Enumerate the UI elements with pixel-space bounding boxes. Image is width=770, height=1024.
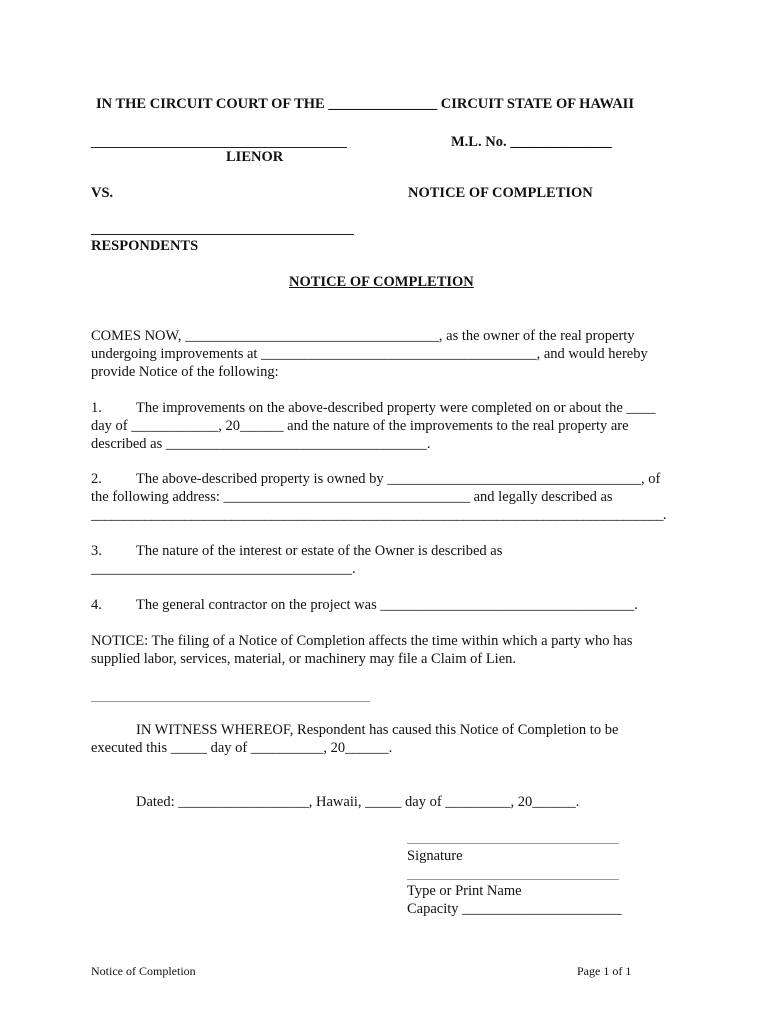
witness-paragraph bbox=[91, 721, 676, 757]
item-number: 3. bbox=[91, 543, 102, 559]
respondent-signature-line[interactable] bbox=[91, 701, 370, 702]
intro-paragraph bbox=[91, 327, 676, 381]
document-title: NOTICE OF COMPLETION bbox=[289, 274, 474, 290]
notice-caption: NOTICE OF COMPLETION bbox=[408, 185, 593, 201]
print-name-line[interactable] bbox=[407, 879, 619, 880]
notice-paragraph bbox=[91, 632, 676, 668]
court-heading: IN THE CIRCUIT COURT OF THE _______________ CIRCUIT STATE OF HAWAII bbox=[96, 96, 634, 112]
witness-line: executed this _____ day of __________, 20______. bbox=[91, 740, 393, 756]
item-3 bbox=[91, 542, 676, 578]
lienor-label: LIENOR bbox=[226, 149, 284, 165]
item-2 bbox=[91, 470, 676, 524]
item-number: 4. bbox=[91, 597, 102, 613]
print-name-label: Type or Print Name bbox=[407, 883, 522, 899]
respondents-label: RESPONDENTS bbox=[91, 238, 199, 254]
item-4 bbox=[91, 596, 676, 614]
signature-label: Signature bbox=[407, 848, 463, 864]
footer-title: Notice of Completion bbox=[91, 964, 196, 978]
item-number: 2. bbox=[91, 471, 102, 487]
notice-line: NOTICE: The filing of a Notice of Completion affects the time within which a party who has bbox=[91, 633, 633, 649]
intro-line: provide Notice of the following: bbox=[91, 364, 279, 380]
lienor-name-line[interactable] bbox=[91, 147, 347, 148]
witness-line: IN WITNESS WHEREOF, Respondent has caused this Notice of Completion to be bbox=[136, 722, 619, 738]
notice-line: supplied labor, services, material, or machinery may file a Claim of Lien. bbox=[91, 651, 517, 667]
item-2-line: 2. The above-described property is owned by ___________________________________, of bbox=[91, 471, 661, 487]
dated-line: Dated: __________________, Hawaii, _____ day of _________, 20______. bbox=[136, 794, 580, 810]
item-1 bbox=[91, 399, 676, 453]
item-1-line: day of ____________, 20______ and the nature of the improvements to the real property are bbox=[91, 418, 629, 434]
intro-line: undergoing improvements at ______________________________________, and would hereby bbox=[91, 346, 648, 362]
item-2-line: ______________________________________________________________________________________. bbox=[91, 507, 666, 523]
vs-label: VS. bbox=[91, 185, 114, 201]
item-2-line: the following address: __________________________________ and legally described as bbox=[91, 489, 613, 505]
intro-line: COMES NOW, ___________________________________, as the owner of the real property bbox=[91, 328, 635, 344]
item-3-line: ____________________________________. bbox=[91, 561, 356, 577]
item-4-line: 4. The general contractor on the project was ___________________________________. bbox=[91, 597, 638, 613]
item-1-line: 1. The improvements on the above-described property were completed on or about the ____ bbox=[91, 400, 656, 416]
item-3-line: 3. The nature of the interest or estate of the Owner is described as bbox=[91, 543, 503, 559]
ml-number: M.L. No. ______________ bbox=[451, 134, 612, 150]
page-number: Page 1 of 1 bbox=[577, 964, 632, 978]
signature-line[interactable] bbox=[407, 843, 619, 844]
respondents-name-line[interactable] bbox=[91, 234, 354, 235]
item-number: 1. bbox=[91, 400, 102, 416]
item-1-line: described as ____________________________________. bbox=[91, 436, 431, 452]
capacity-label: Capacity ______________________ bbox=[407, 901, 622, 917]
